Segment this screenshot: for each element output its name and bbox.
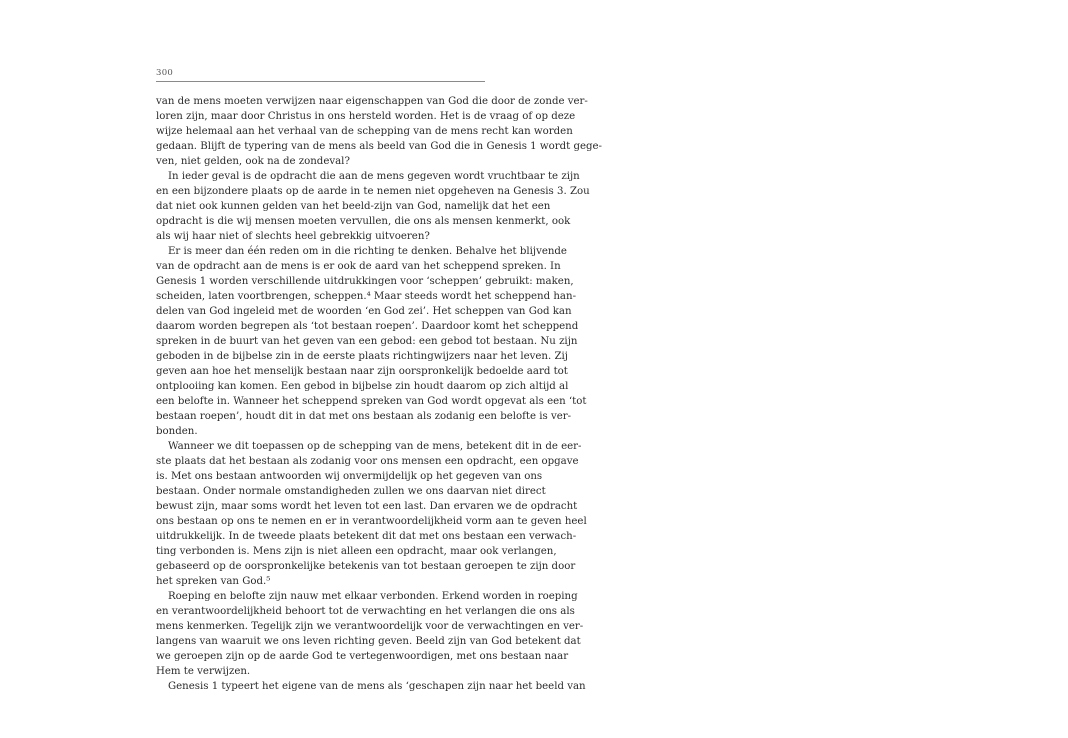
header-rule [156, 81, 485, 82]
text-line: ontplooiing kan komen. Een gebod in bijbelse zin houdt daarom op zich altijd al [156, 381, 569, 392]
text-line: uitdrukkelijk. In de tweede plaats betekent dit dat met ons bestaan een verwach- [156, 531, 577, 542]
text-line: wijze helemaal aan het verhaal van de schepping van de mens recht kan worden [156, 126, 573, 137]
text-line: bewust zijn, maar soms wordt het leven tot een last. Dan ervaren we de opdracht [156, 501, 578, 512]
text-line: langens van waaruit we ons leven richting geven. Beeld zijn van God betekent dat [156, 636, 581, 647]
text-line: bestaan roepen’, houdt dit in dat met ons bestaan als zodanig een belofte is ver- [156, 411, 572, 422]
text-line: geboden in de bijbelse zin in de eerste plaats richtingwijzers naar het leven. Zij [156, 351, 568, 362]
text-line: mens kenmerken. Tegelijk zijn we verantwoordelijk voor de verwachtingen en ver- [156, 621, 584, 632]
paragraph [156, 439, 587, 589]
text-line: als wij haar niet of slechts heel gebrekkig uitvoeren? [156, 231, 430, 242]
paragraph [156, 244, 587, 439]
paragraph [156, 679, 586, 694]
text-line: van de mens moeten verwijzen naar eigenschappen van God die door de zonde ver- [156, 96, 588, 107]
text-line: scheiden, laten voortbrengen, scheppen.⁴ Maar steeds wordt het scheppend han- [156, 291, 577, 302]
text-line: opdracht is die wij mensen moeten vervullen, die ons als mensen kenmerkt, ook [156, 216, 571, 227]
text-line: bonden. [156, 426, 198, 437]
text-line: In ieder geval is de opdracht die aan de mens gegeven wordt vruchtbaar te zijn [168, 171, 580, 182]
text-line: is. Met ons bestaan antwoorden wij onvermijdelijk op het gegeven van ons [156, 471, 543, 482]
text-line: Er is meer dan één reden om in die richting te denken. Behalve het blijvende [168, 246, 567, 257]
paragraph [156, 589, 584, 679]
text-line: bestaan. Onder normale omstandigheden zullen we ons daarvan niet direct [156, 486, 546, 497]
text-line: daarom worden begrepen als ‘tot bestaan roepen’. Daardoor komt het scheppend [156, 321, 579, 332]
text-line: delen van God ingeleid met de woorden ‘en God zei’. Het scheppen van God kan [156, 306, 572, 317]
text-line: loren zijn, maar door Christus in ons hersteld worden. Het is de vraag of op deze [156, 111, 576, 122]
text-line: dat niet ook kunnen gelden van het beeld-zijn van God, namelijk dat het een [156, 201, 551, 212]
text-line: ons bestaan op ons te nemen en er in verantwoordelijkheid vorm aan te geven heel [156, 516, 587, 527]
text-line: Genesis 1 worden verschillende uitdrukkingen voor ‘scheppen’ gebruikt: maken, [156, 276, 574, 287]
text-line: ting verbonden is. Mens zijn is niet alleen een opdracht, maar ook verlangen, [156, 546, 557, 557]
text-line: en een bijzondere plaats op de aarde in te nemen niet opgeheven na Genesis 3. Zou [156, 186, 590, 197]
text-line: van de opdracht aan de mens is er ook de aard van het scheppend spreken. In [156, 261, 561, 272]
page-number: 300 [156, 68, 174, 78]
text-line: gebaseerd op de oorspronkelijke betekenis van tot bestaan geroepen te zijn door [156, 561, 576, 572]
text-line: Genesis 1 typeert het eigene van de mens als ‘geschapen zijn naar het beeld van [168, 681, 586, 692]
text-line: geven aan hoe het menselijk bestaan naar zijn oorspronkelijk bedoelde aard tot [156, 366, 568, 377]
text-line: het spreken van God.⁵ [156, 576, 271, 587]
text-line: spreken in de buurt van het geven van een gebod: een gebod tot bestaan. Nu zijn [156, 336, 578, 347]
text-line: een belofte in. Wanneer het scheppend spreken van God wordt opgevat als een ‘tot [156, 396, 587, 407]
text-line: Wanneer we dit toepassen op de schepping van de mens, betekent dit in de eer- [168, 441, 582, 452]
text-line: Hem te verwijzen. [156, 666, 251, 677]
text-line: we geroepen zijn op de aarde God te vertegenwoordigen, met ons bestaan naar [156, 651, 569, 662]
paragraph [156, 94, 603, 169]
text-line: ven, niet gelden, ook na de zondeval? [156, 156, 350, 167]
text-line: gedaan. Blijft de typering van de mens als beeld van God die in Genesis 1 wordt gege- [156, 141, 603, 152]
text-line: Roeping en belofte zijn nauw met elkaar verbonden. Erkend worden in roeping [168, 591, 578, 602]
text-line: ste plaats dat het bestaan als zodanig voor ons mensen een opdracht, een opgave [156, 456, 579, 467]
text-line: en verantwoordelijkheid behoort tot de verwachting en het verlangen die ons als [156, 606, 575, 617]
paragraph [156, 169, 590, 244]
body-text [156, 94, 603, 694]
